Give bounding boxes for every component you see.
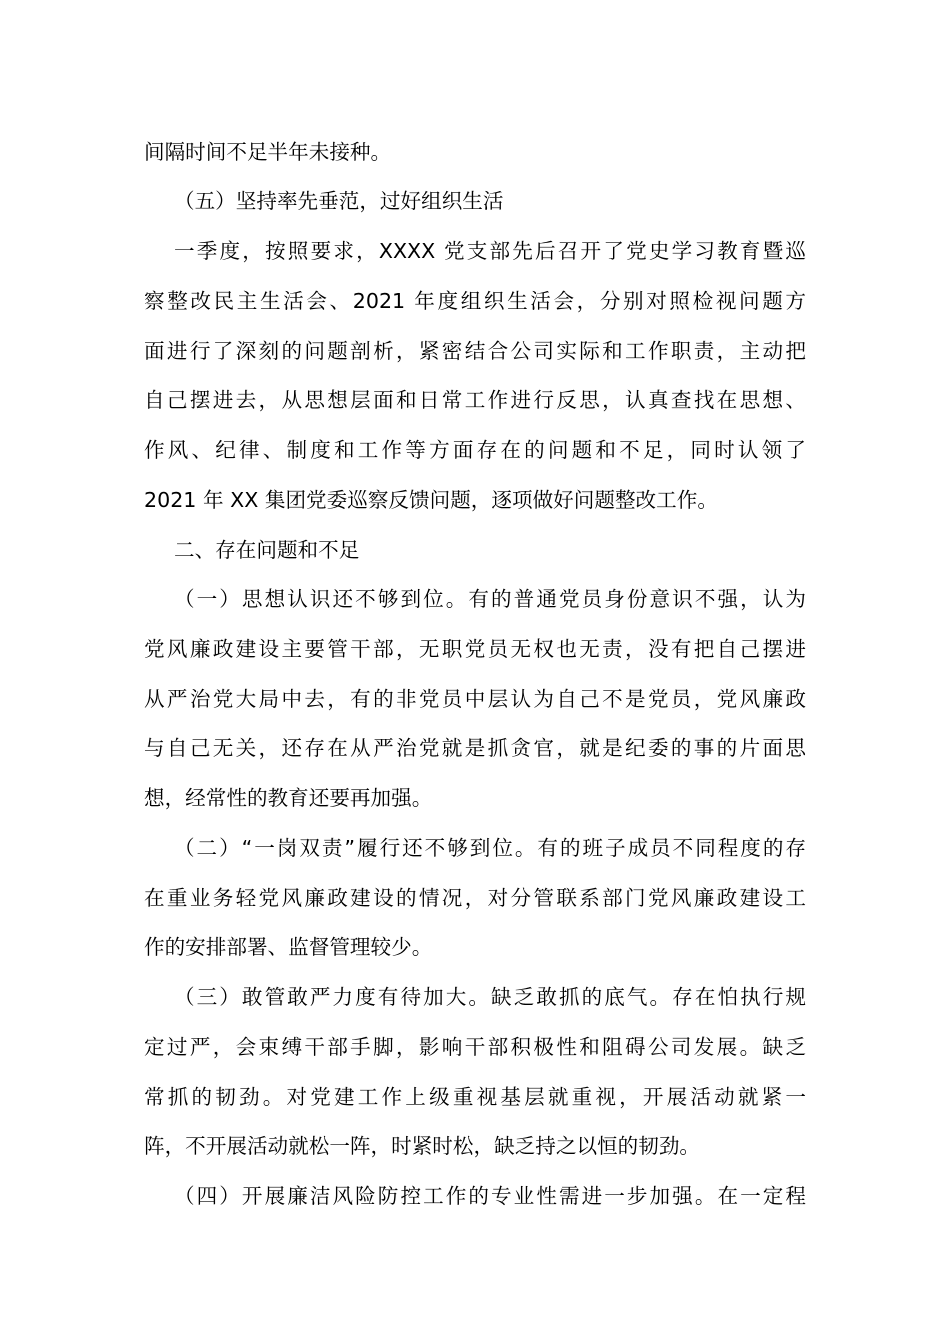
section-heading: 二、存在问题和不足 — [174, 538, 360, 562]
paragraph-line: 在重业务轻党风廉政建设的情况，对分管联系部门党风廉政建设工 — [144, 886, 806, 910]
paragraph-line: 2021 年 XX 集团党委巡察反馈问题，逐项做好问题整改工作。 — [144, 488, 718, 512]
paragraph-line: 一季度，按照要求，XXXX 党支部先后召开了党史学习教育暨巡 — [174, 239, 806, 263]
paragraph-line: 从严治党大局中去，有的非党员中层认为自己不是党员，党风廉政 — [144, 687, 806, 711]
paragraph-line: 作的安排部署、监督管理较少。 — [144, 935, 433, 959]
paragraph-line: 阵，不开展活动就松一阵，时紧时松，缺乏持之以恒的韧劲。 — [144, 1134, 701, 1158]
paragraph-line: （二）“一岗双责”履行还不够到位。有的班子成员不同程度的存 — [174, 836, 806, 860]
paragraph-line: 党风廉政建设主要管干部，无职党员无权也无责，没有把自己摆进 — [144, 637, 806, 661]
paragraph-line: 间隔时间不足半年未接种。 — [144, 140, 392, 164]
paragraph-line: 作风、纪律、制度和工作等方面存在的问题和不足，同时认领了 — [144, 438, 806, 462]
paragraph-line: 察整改民主生活会、2021 年度组织生活会，分别对照检视问题方 — [144, 289, 806, 313]
paragraph-line: 常抓的韧劲。对党建工作上级重视基层就重视，开展活动就紧一 — [144, 1085, 806, 1109]
paragraph-line: 与自己无关，还存在从严治党就是抓贪官，就是纪委的事的片面思 — [144, 736, 806, 760]
paragraph-line: （一）思想认识还不够到位。有的普通党员身份意识不强，认为 — [174, 587, 806, 611]
paragraph-line: 自己摆进去，从思想层面和日常工作进行反思，认真查找在思想、 — [144, 388, 806, 412]
paragraph-line: （四）开展廉洁风险防控工作的专业性需进一步加强。在一定程 — [174, 1184, 806, 1208]
paragraph-line: 面进行了深刻的问题剖析，紧密结合公司实际和工作职责，主动把 — [144, 339, 806, 363]
paragraph-line: 想，经常性的教育还要再加强。 — [144, 786, 433, 810]
paragraph-line: （三）敢管敢严力度有待加大。缺乏敢抓的底气。存在怕执行规 — [174, 985, 806, 1009]
paragraph-line: 定过严，会束缚干部手脚，影响干部积极性和阻碍公司发展。缺乏 — [144, 1035, 806, 1059]
section-heading: （五）坚持率先垂范，过好组织生活 — [174, 189, 504, 213]
